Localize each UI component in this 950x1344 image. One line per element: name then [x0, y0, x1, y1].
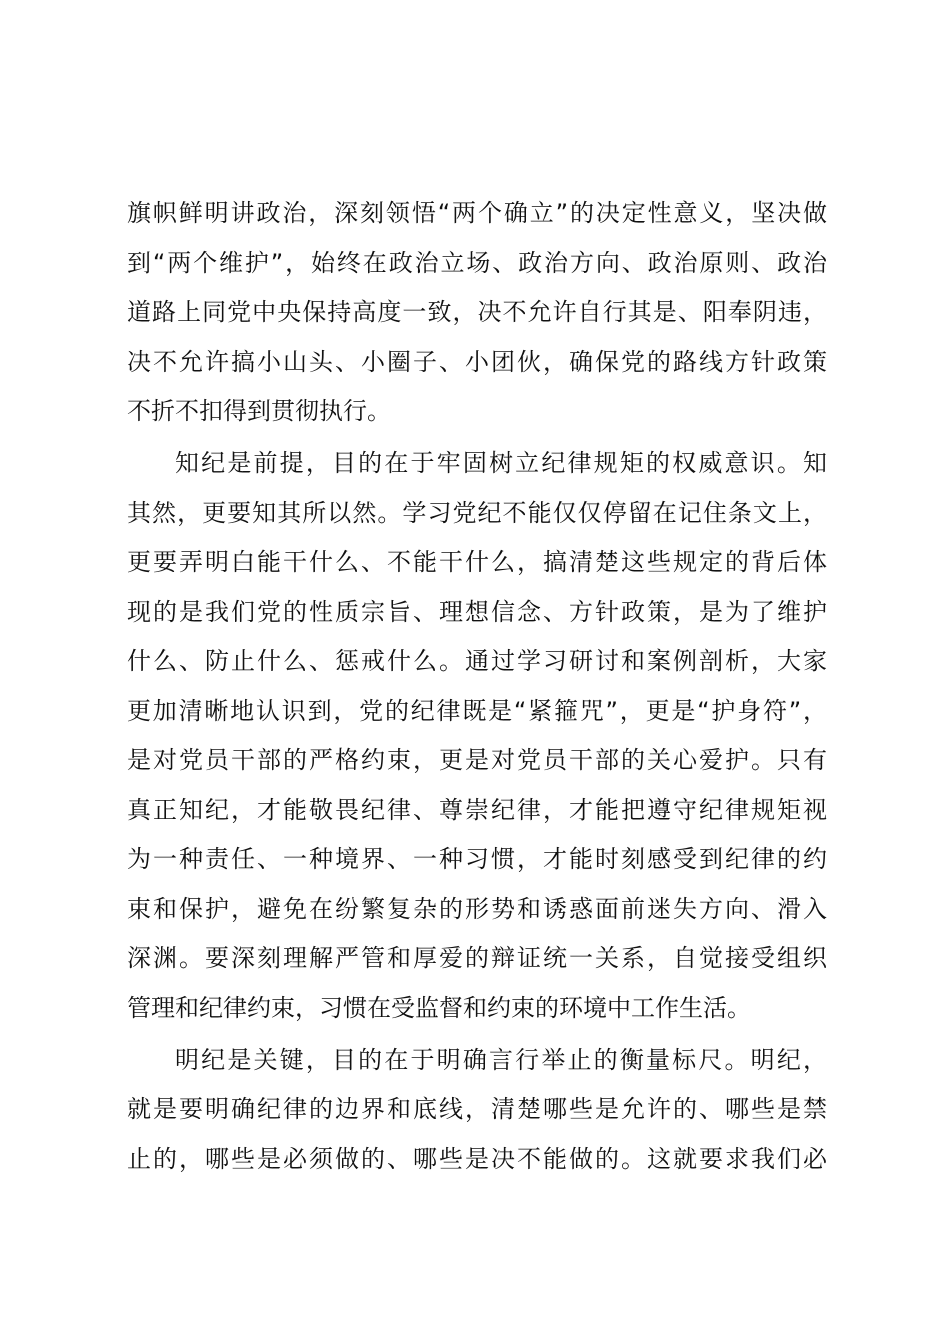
text-line: 管理和纪律约束，习惯在受监督和约束的环境中工作生活。: [127, 993, 751, 1022]
text-line: 明纪是关键，目的在于明确言行举止的衡量标尺。明纪，: [175, 1045, 827, 1074]
text-line: 其然，更要知其所以然。学习党纪不能仅仅停留在记住条文上，: [127, 498, 827, 527]
paragraph: [127, 189, 827, 437]
text-line: 深渊。要深刻理解严管和厚爱的辩证统一关系，自觉接受组织: [127, 944, 827, 972]
text-line: 更加清晰地认识到，党的纪律既是“紧箍咒”，更是“护身符”，: [127, 696, 827, 725]
text-line: 真正知纪，才能敬畏纪律、尊崇纪律，才能把遵守纪律规矩视: [127, 795, 827, 824]
text-line: 束和保护，避免在纷繁复杂的形势和诱惑面前迷失方向、滑入: [127, 894, 827, 923]
text-line: 更要弄明白能干什么、不能干什么，搞清楚这些规定的背后体: [127, 548, 827, 576]
body-text: [127, 189, 827, 1184]
text-line: 就是要明确纪律的边界和底线，清楚哪些是允许的、哪些是禁: [127, 1095, 827, 1123]
paragraph: [127, 439, 827, 1033]
text-line: 不折不扣得到贯彻执行。: [127, 397, 391, 425]
paragraph: [127, 1036, 827, 1185]
text-line: 现的是我们党的性质宗旨、理想信念、方针政策，是为了维护: [127, 597, 827, 626]
text-line: 道路上同党中央保持高度一致，决不允许自行其是、阳奉阴违，: [127, 298, 827, 326]
text-line: 为一种责任、一种境界、一种习惯，才能时刻感受到纪律的约: [127, 845, 827, 873]
text-line: 旗帜鲜明讲政治，深刻领悟“两个确立”的决定性意义，坚决做: [127, 199, 827, 227]
text-line: 止的，哪些是必须做的、哪些是决不能做的。这就要求我们必: [127, 1144, 827, 1173]
text-line: 什么、防止什么、惩戒什么。通过学习研讨和案例剖析，大家: [127, 647, 827, 675]
text-line: 决不允许搞小山头、小圈子、小团伙，确保党的路线方针政策: [127, 347, 827, 376]
text-line: 到“两个维护”，始终在政治立场、政治方向、政治原则、政治: [127, 248, 827, 277]
text-line: 知纪是前提，目的在于牢固树立纪律规矩的权威意识。知: [175, 449, 827, 477]
text-line: 是对党员干部的严格约束，更是对党员干部的关心爱护。只有: [127, 746, 827, 774]
